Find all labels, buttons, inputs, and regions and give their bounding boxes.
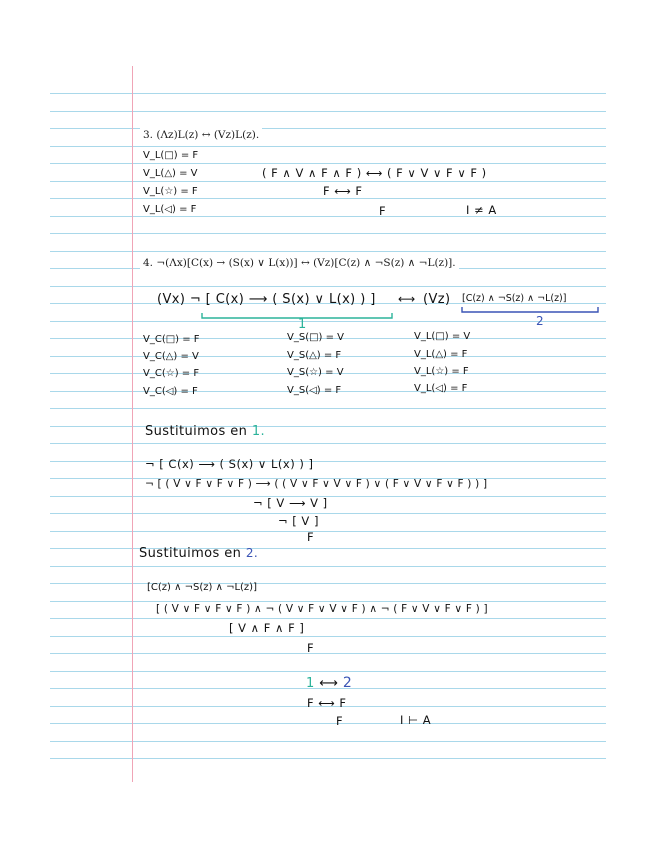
sub-2-line: [C(z) ∧ ¬S(z) ∧ ¬L(z)] xyxy=(147,582,257,593)
problem-3-value-row: V_L(☆) = F xyxy=(143,186,198,197)
final-line-1 xyxy=(306,675,352,691)
problem-4-statement: 4. ¬(Λx)[C(x) → (S(x) ∨ L(x))] ↔ (Vz)[C(z) ∧ ¬S(z) ∧ ¬L(z)]. xyxy=(140,256,459,270)
problem-4-rewrite-right: [C(z) ∧ ¬S(z) ∧ ¬L(z)] xyxy=(462,293,567,304)
s-value-row: V_S(☆) = V xyxy=(287,367,344,378)
sub-1-heading-text: Sustituimos en xyxy=(145,424,248,439)
sub-1-line: ¬ [ C(x) ⟶ ( S(x) ∨ L(x) ) ] xyxy=(145,457,314,471)
problem-3-result: F xyxy=(379,204,387,218)
problem-4-rewrite-arrow: ⟷ xyxy=(398,292,416,306)
final-result: F xyxy=(336,714,344,728)
problem-3-conclusion: I ≠ A xyxy=(466,203,497,217)
l-value-row: V_L(☆) = F xyxy=(414,366,469,377)
part-label-2: 2 xyxy=(536,314,544,328)
problem-3-value-row: V_L(◁) = F xyxy=(143,204,197,215)
sub-2-heading-num: 2. xyxy=(245,546,259,560)
final-num-2: 2 xyxy=(342,675,353,691)
c-value-row: V_C(☆) = F xyxy=(143,368,200,379)
sub-1-line: ¬ [ V ⟶ V ] xyxy=(253,496,328,510)
part-label-1: 1 xyxy=(298,317,307,332)
final-arrow: ⟷ xyxy=(319,676,339,691)
l-value-row: V_L(□) = V xyxy=(414,331,471,342)
c-value-row: V_C(◁) = F xyxy=(143,386,198,397)
l-value-row: V_L(△) = F xyxy=(414,349,468,360)
sub-1-heading xyxy=(145,424,265,439)
c-value-row: V_C(△) = V xyxy=(143,351,199,362)
sub-2-heading-text: Sustituimos en xyxy=(139,546,242,561)
s-value-row: V_S(◁) = F xyxy=(287,385,342,396)
sub-1-line: ¬ [ ( V ∨ F ∨ F ∨ F ) ⟶ ( ( V ∨ F ∨ V ∨ F ) ∨ ( F ∨ V ∨ F ∨ F ) ) ] xyxy=(145,478,488,490)
problem-3-value-row: V_L(△) = V xyxy=(143,168,198,179)
l-value-row: V_L(◁) = F xyxy=(414,383,468,394)
final-conclusion: I ⊢ A xyxy=(400,713,432,727)
problem-3-statement: 3. (Λz)L(z) ↔ (Vz)L(z). xyxy=(140,128,262,142)
underbracket-1 xyxy=(202,313,392,318)
sub-1-heading-num: 1. xyxy=(251,424,266,439)
sub-1-line: ¬ [ V ] xyxy=(278,514,319,528)
problem-3-reduced: F ⟷ F xyxy=(323,184,363,198)
problem-3-expansion: ( F ∧ V ∧ F ∧ F ) ⟷ ( F ∨ V ∨ F ∨ F ) xyxy=(262,166,487,180)
final-line-2: F ⟷ F xyxy=(307,696,347,710)
s-value-row: V_S(□) = V xyxy=(287,332,345,343)
sub-1-line: F xyxy=(307,530,315,544)
problem-4-rewrite-left: (Vx) ¬ [ C(x) ⟶ ( S(x) ∨ L(x) ) ] xyxy=(157,292,376,307)
sub-2-line: F xyxy=(307,641,315,655)
sub-2-line: [ ( V ∨ F ∨ F ∨ F ) ∧ ¬ ( V ∨ F ∨ V ∨ F ) ∧ ¬ ( F ∨ V ∨ F ∨ F ) ] xyxy=(156,603,488,615)
sub-2-heading xyxy=(139,546,258,561)
s-value-row: V_S(△) = F xyxy=(287,350,342,361)
underbracket-2 xyxy=(462,307,598,312)
final-num-1: 1 xyxy=(306,676,315,691)
problem-3-value-row: V_L(□) = F xyxy=(143,150,199,161)
c-value-row: V_C(□) = F xyxy=(143,334,200,345)
problem-4-rewrite-right-prefix: (Vz) xyxy=(423,292,451,307)
sub-2-line: [ V ∧ F ∧ F ] xyxy=(229,621,305,635)
